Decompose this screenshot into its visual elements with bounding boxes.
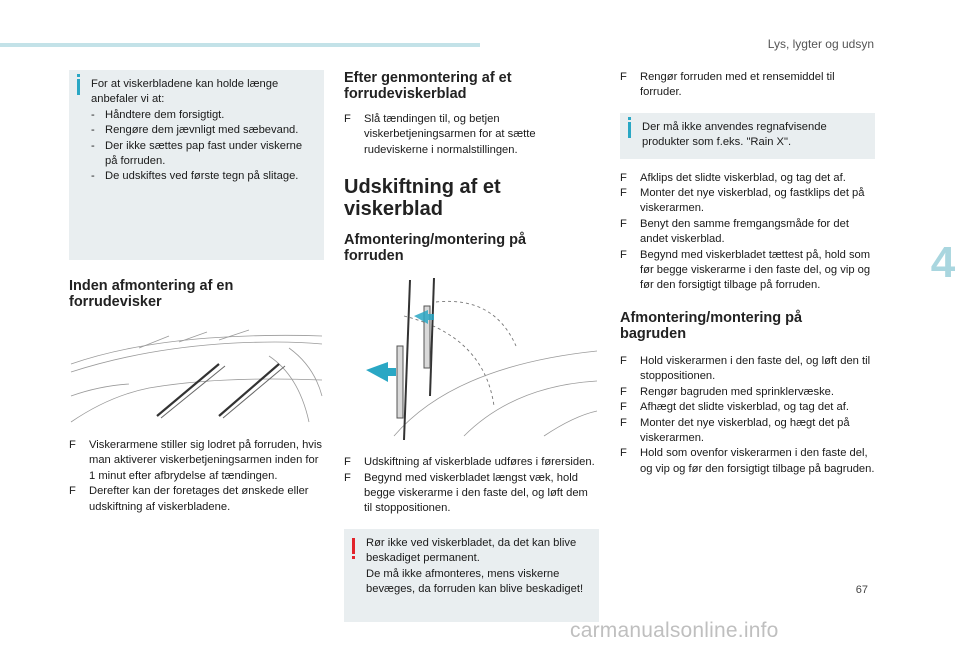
list-item: F Hold viskerarmen i den faste del, og løft den til stoppositionen. [620,354,871,383]
note-list [91,108,316,185]
list-item: F Rengør forruden med et rensemiddel til forruder. [620,71,835,99]
column-middle [344,70,599,622]
chapter-number: 4 [930,238,956,287]
list-item: F Slå tændingen til, og betjen viskerbetjeningsarmen for at sætte rudeviskerne i normalstillingen. [344,113,536,156]
windscreen-wipers-illustration [69,326,324,426]
page-title: Udskiftning af et viskerblad [344,176,501,221]
note-intro: For at viskerbladene kan holde længe anbefaler vi at: [91,78,279,106]
list-item: F Monter det nye viskerblad, og hægt det på viskerarmen. [620,416,850,444]
info-icon [628,122,631,138]
warning-text: De må ikke afmonteres, mens viskerne bevæges, da forruden kan blive beskadiget! [366,567,584,596]
warning-note [344,529,599,622]
list-item: F Begynd med viskerbladet tættest på, hold som før begge viskerarme i den faste del, og vip og før den forsigtigt tilbage på forruden. [620,248,871,292]
list-item: F Benyt den samme fremgangsmåde for det andet viskerblad. [620,217,849,246]
list-item: F Afhægt det slidte viskerblad, og tag det af. [620,401,849,414]
list-item: - Rengøre dem jævnligt med sæbevand. [91,124,299,137]
note-text: Der må ikke anvendes regnafvisende produkter som f.eks. "Rain X". [642,120,827,149]
page-number: 67 [855,584,868,596]
list-item: - De udskiftes ved første tegn på slitage. [91,170,299,183]
section-heading: Inden afmontering af en forrudevisker [69,278,234,310]
list-item: - Håndtere dem forsigtigt. [91,108,225,121]
section-heading: Afmontering/montering på forruden [344,232,527,265]
info-icon [77,79,80,95]
watermark: carmanualsonline.info [570,619,779,642]
wiper-lift-illustration [344,276,599,441]
column-right [620,70,875,477]
list-item: F Hold som ovenfor viskerarmen i den faste del, og vip og før den forsigtigt tilbage på bagruden. [620,447,875,475]
list-item: F Begynd med viskerbladet længst væk, hold begge viskerarme i den faste del, og løft dem til stoppositionen. [344,471,588,515]
info-note [69,70,324,260]
section-heading: Efter genmontering af et forrudeviskerblad [344,70,512,102]
section-title: Lys, lygter og udsyn [767,37,874,51]
info-note [620,113,875,159]
list-item: F Afklips det slidte viskerblad, og tag det af. [620,171,846,184]
list-item: F Rengør bagruden med sprinklervæske. [620,385,835,398]
step-list [344,112,599,158]
column-left [69,70,324,515]
warning-icon [352,538,355,554]
header-bar [0,43,480,47]
list-item: - Der ikke sættes pap fast under viskerne på forruden. [91,139,303,168]
step-list [69,438,324,515]
list-item: F Viskerarmene stiller sig lodret på forruden, hvis man aktiverer viskerbetjeningsarmen inden for 1 minut efter afbrydelse af tændingen. [69,439,322,482]
list-item: F Monter det nye viskerblad, og fastklips det på viskerarmen. [620,187,865,215]
section-heading: Afmontering/montering på bagruden [620,309,803,342]
list-item: F Derefter kan der foretages det ønskede eller udskiftning af viskerbladene. [69,485,309,513]
warning-text: Rør ikke ved viskerbladet, da det kan blive beskadiget permanent. [366,536,577,565]
list-item: F Udskiftning af viskerblade udføres i førersiden. [344,456,595,469]
step-list [620,354,875,477]
step-list [620,171,875,294]
step-list [620,70,875,101]
step-list [344,455,599,517]
